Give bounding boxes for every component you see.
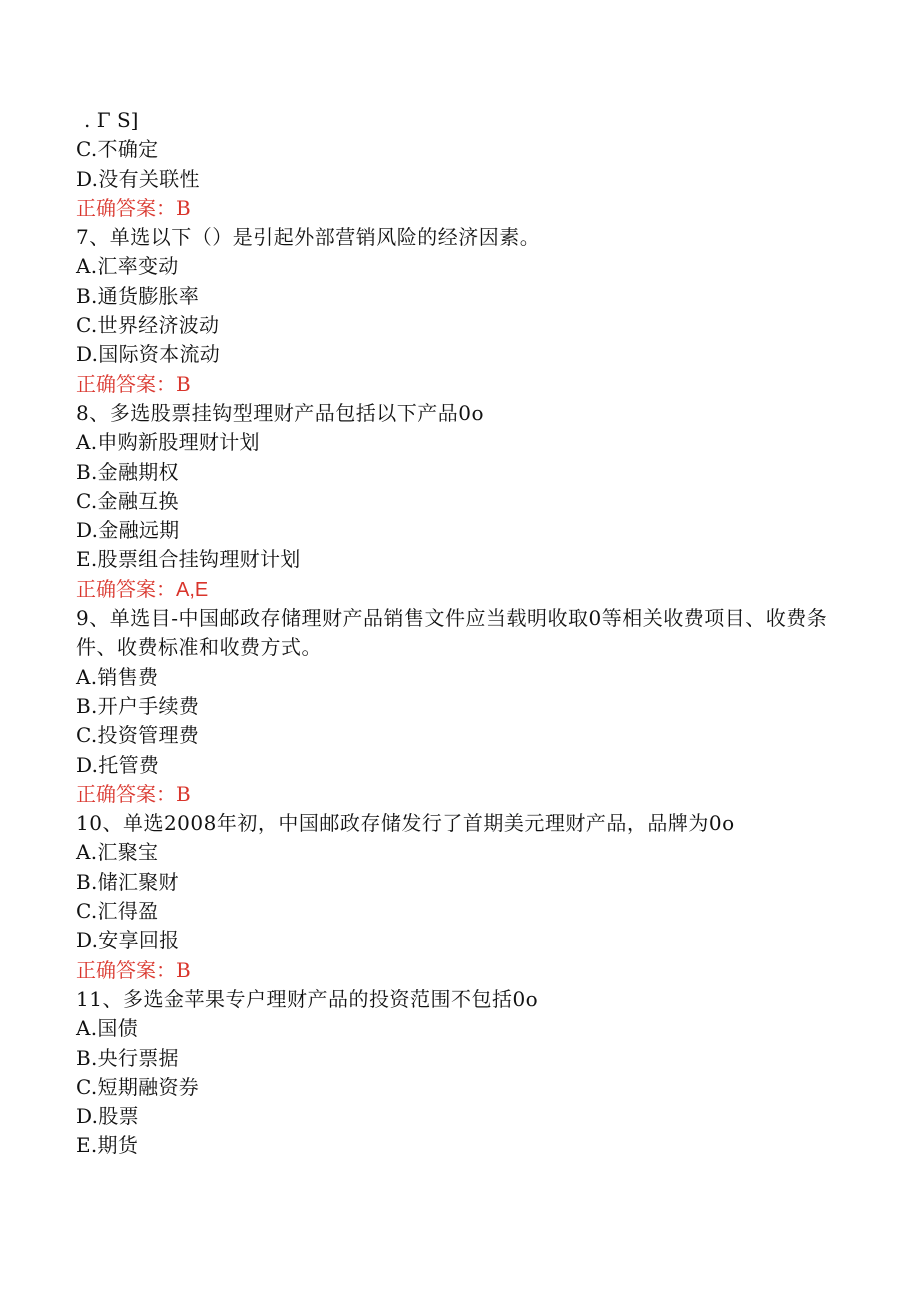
option-item: D.国际资本流动	[76, 342, 221, 367]
answer-label: 正确答案：	[76, 195, 176, 220]
option-item: E.股票组合挂钩理财计划	[76, 547, 301, 572]
option-item: D.安享回报	[76, 928, 180, 953]
option-item: C.不确定	[76, 137, 159, 162]
fragment-top-line: . Γ S]	[84, 108, 139, 132]
option-item: A.汇聚宝	[76, 840, 159, 865]
option-item: D.托管费	[76, 752, 160, 777]
option-item: C.汇得盈	[76, 899, 159, 924]
answer-label: 正确答案：	[76, 576, 176, 601]
option-item: A.国债	[76, 1016, 139, 1041]
question-stem: 11、多选金苹果专户理财产品的投资范围不包括0o	[76, 986, 539, 1011]
option-item: C.世界经济波动	[76, 313, 220, 338]
option-item: B.储汇聚财	[76, 869, 179, 894]
option-item: C.投资管理费	[76, 723, 200, 748]
answer-label: 正确答案：	[76, 957, 176, 982]
answer-line	[76, 194, 846, 223]
option-item: E.期货	[76, 1133, 139, 1158]
question-stem: 7、单选以下（）是引起外部营销风险的经济因素。	[76, 225, 541, 250]
answer-value: A,E	[176, 578, 209, 601]
option-item: D.股票	[76, 1104, 139, 1129]
option-item: A.申购新股理财计划	[76, 430, 260, 455]
question-stem: 9、单选目-中国邮政存储理财产品销售文件应当载明收取0等相关收费项目、收费条件、收费标准和收费方式。	[76, 606, 828, 660]
option-item: B.通货膨胀率	[76, 283, 200, 308]
answer-line	[76, 370, 846, 399]
answer-label: 正确答案：	[76, 371, 176, 396]
answer-value: B	[176, 195, 191, 220]
option-item: B.央行票据	[76, 1045, 179, 1070]
document-page	[76, 106, 846, 1161]
option-item: A.销售费	[76, 664, 159, 689]
question-stem: 10、单选2008年初，中国邮政存储发行了首期美元理财产品，品牌为0o	[76, 811, 735, 836]
option-item: C.金融互换	[76, 488, 179, 513]
option-item: D.没有关联性	[76, 166, 200, 191]
option-item: B.开户手续费	[76, 693, 200, 718]
option-item: A.汇率变动	[76, 254, 179, 279]
answer-value: B	[176, 371, 191, 396]
option-item: C.短期融资券	[76, 1074, 200, 1099]
option-item: D.金融远期	[76, 518, 180, 543]
answer-line	[76, 956, 846, 985]
answer-line	[76, 780, 846, 809]
answer-value: B	[176, 957, 191, 982]
option-item: B.金融期权	[76, 459, 179, 484]
question-stem: 8、多选股票挂钩型理财产品包括以下产品0o	[76, 400, 484, 425]
answer-label: 正确答案：	[76, 781, 176, 806]
answer-line	[76, 575, 846, 604]
answer-value: B	[176, 781, 191, 806]
